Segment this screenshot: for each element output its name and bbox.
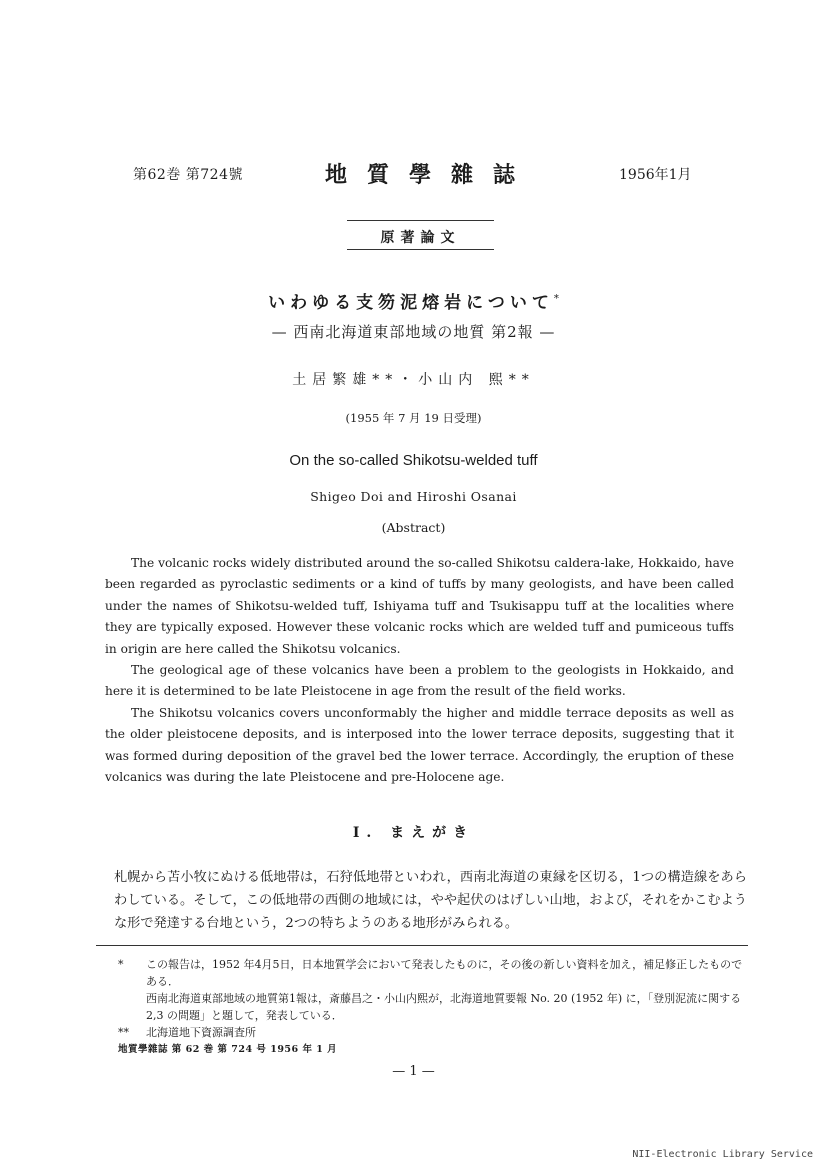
volume-issue: 第62巻 第724號 bbox=[133, 167, 243, 183]
received-date: (1955 年 7 月 19 日受理) bbox=[345, 411, 482, 425]
divider bbox=[347, 220, 494, 221]
journal-header bbox=[0, 158, 827, 188]
footnotes bbox=[118, 956, 748, 1041]
footnote bbox=[118, 990, 748, 1024]
article-type-label: 原著論文 bbox=[380, 230, 461, 246]
footnote-mark: * bbox=[118, 958, 124, 971]
issue-date: 1956年1月 bbox=[619, 167, 692, 183]
footnote-text: 北海道地下資源調査所 bbox=[146, 1026, 256, 1039]
footnote bbox=[118, 956, 748, 990]
footnote-mark bbox=[118, 990, 146, 1024]
journal-citation: 地質學雜誌 第 62 巻 第 724 号 1956 年 1 月 bbox=[118, 1044, 338, 1055]
divider bbox=[347, 249, 494, 250]
service-watermark: NII-Electronic Library Service bbox=[632, 1149, 813, 1160]
paper-title-text: いわゆる支笏泥熔岩について bbox=[268, 293, 554, 313]
footnote-mark: * bbox=[553, 293, 559, 305]
footnote-mark: ** bbox=[118, 1026, 129, 1039]
authors-en: Shigeo Doi and Hiroshi Osanai bbox=[310, 489, 517, 504]
abstract bbox=[105, 553, 734, 788]
section-heading: I. まえがき bbox=[352, 825, 475, 841]
authors-ja: 土居繁雄**・小山内 熙** bbox=[292, 372, 535, 388]
abstract-paragraph: The volcanic rocks widely distributed around the so-called Shikotsu caldera-lake, Hokkaido, have been regarded as pyroclastic sediments or a kind of tuffs by many geologists, and have been called under the names of Shikotsu-welded tuff, Ishiyama tuff and Tsukisappu tuff at the localities where they are typically exposed. However these volcanic rocks which are welded tuff and pumiceous tuffs in origin are here called the Shikotsu volcanics. bbox=[105, 556, 734, 656]
footnote-divider bbox=[96, 945, 748, 946]
footnote-text: 西南北海道東部地域の地質第1報は，斎藤昌之・小山内熙が，北海道地質要報 No. 20 (1952 年) に，「登別泥流に関する 2,3 の問題」と題して，発表している． bbox=[146, 992, 742, 1022]
journal-title: 地質學雜誌 bbox=[325, 162, 536, 188]
footnote-text: この報告は，1952 年4月5日，日本地質学会において発表したものに，その後の新しい資料を加え，補足修正したものである． bbox=[146, 958, 743, 988]
page-number: — 1 — bbox=[392, 1064, 435, 1079]
footnote bbox=[118, 1024, 748, 1041]
paper-title-en: On the so-called Shikotsu-welded tuff bbox=[289, 452, 538, 469]
paper-title-ja bbox=[0, 288, 827, 313]
paper-subtitle-ja: — 西南北海道東部地域の地質 第2報 — bbox=[271, 323, 556, 341]
abstract-paragraph: The geological age of these volcanics have been a problem to the geologists in Hokkaido, and here it is determined to be late Pleistocene in age from the result of the field works. bbox=[105, 663, 734, 699]
body-paragraph: 札幌から苫小牧にぬける低地帯は，石狩低地帯といわれ，西南北海道の東縁を区切る，1つの構造線をあらわしている。そして，この低地帯の西側の地域には，やや起伏のはげしい山地，および，それをかこむような形で発達する台地という，2つの特ちようのある地形がみられる。 bbox=[114, 870, 747, 931]
abstract-label: (Abstract) bbox=[381, 520, 446, 535]
body-text bbox=[114, 866, 747, 935]
abstract-paragraph: The Shikotsu volcanics covers unconformably the higher and middle terrace deposits as well as the older pleistocene deposits, and is interposed into the lower terrace deposits, suggesting that it was formed during deposition of the gravel bed the lower terrace. Accordingly, the eruption of these volcanics was during the late Pleistocene and pre-Holocene age. bbox=[105, 705, 734, 785]
